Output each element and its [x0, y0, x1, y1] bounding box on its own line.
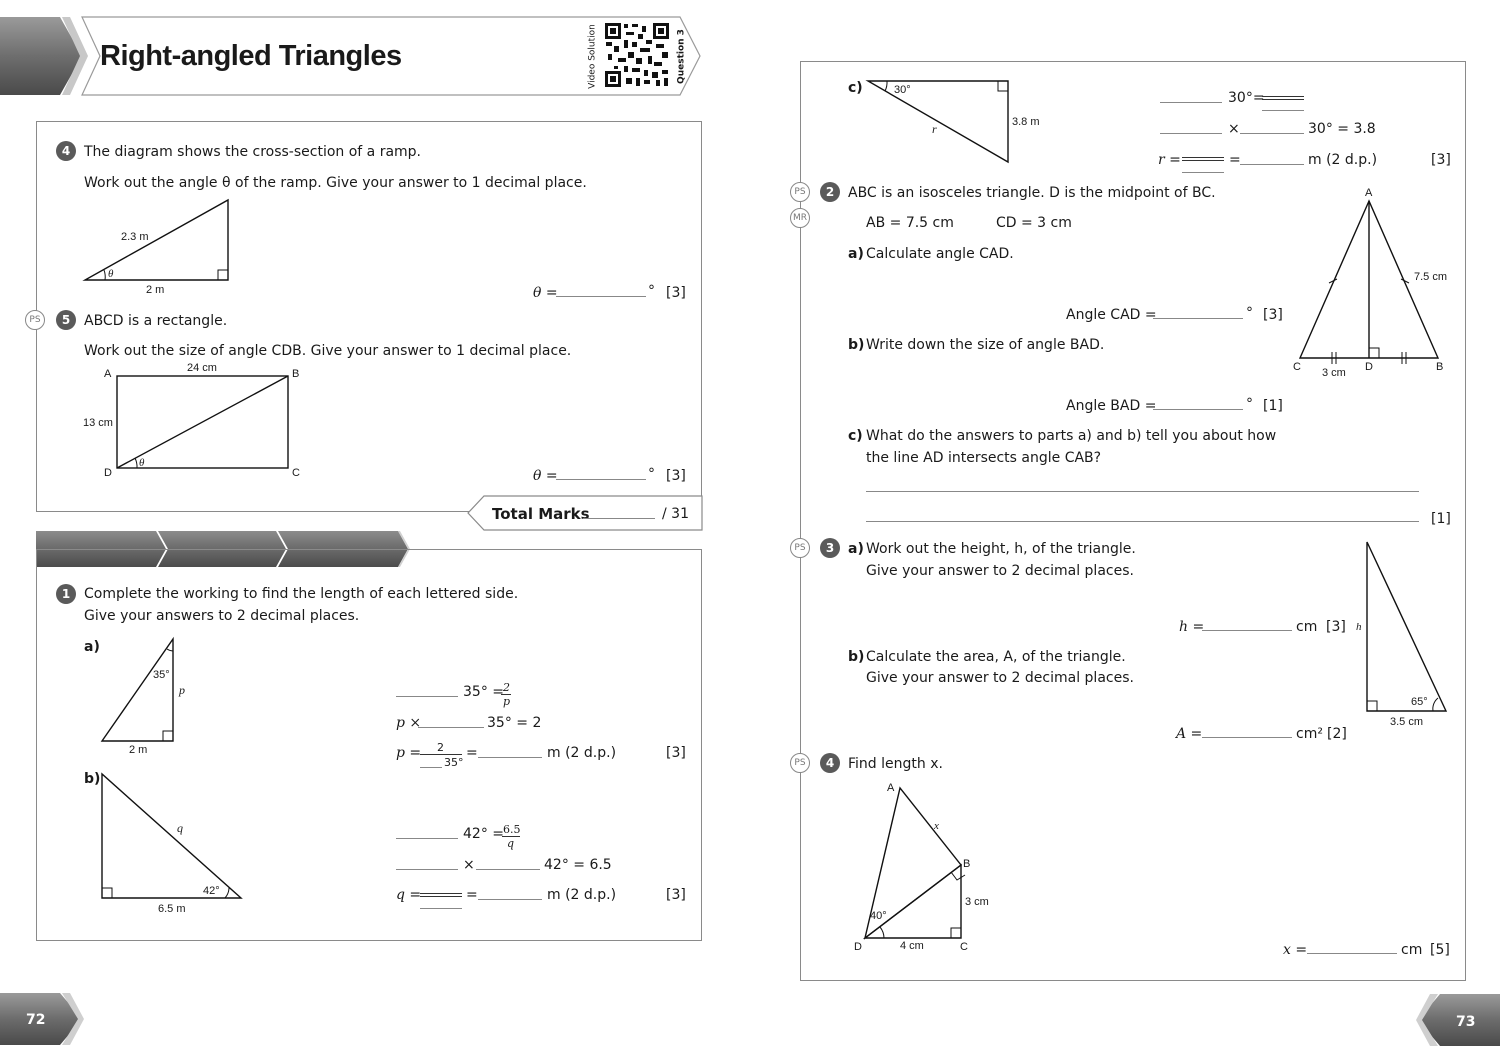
iso-label-a: A [1365, 187, 1373, 199]
working-blank[interactable] [396, 696, 458, 697]
answer-input[interactable] [556, 479, 646, 480]
answer-unit: ° [1246, 305, 1253, 321]
rect-label-c: C [292, 467, 300, 479]
answer-label: Angle CAD = [1066, 307, 1157, 323]
ramp-theta-label: θ [108, 268, 114, 280]
answer-line[interactable] [866, 491, 1419, 492]
tri-b-base: 6.5 m [158, 903, 186, 915]
working-text: 42° = [463, 826, 504, 842]
ps-tag-badge: PS [790, 538, 810, 558]
ps-tag-badge: PS [25, 310, 45, 330]
two-triangles-diagram [850, 778, 1000, 953]
working-text: = [466, 887, 478, 903]
rect-theta-label: θ [139, 457, 145, 469]
part-label: c) [848, 428, 863, 444]
rectangle-diagram [80, 360, 310, 480]
answer-unit: cm² [1296, 726, 1323, 742]
working-blank[interactable] [1240, 164, 1304, 165]
answer-line[interactable] [866, 521, 1419, 522]
question-text: ABCD is a rectangle. [84, 313, 228, 329]
working-blank[interactable] [1262, 110, 1304, 111]
quad-side-length: 3 cm [965, 896, 989, 908]
question-text: Complete the working to find the length of each lettered side. [84, 586, 519, 602]
fraction-bar [420, 754, 462, 755]
working-unit: m (2 d.p.) [547, 887, 617, 903]
question-number-badge: 5 [56, 310, 76, 330]
marks-label: [5] [1430, 942, 1450, 958]
working-blank[interactable] [420, 767, 442, 768]
ps-tag-badge: PS [790, 182, 810, 202]
fraction-numerator: 2 [503, 681, 510, 694]
quad-label-c: C [960, 941, 968, 953]
iso-label-b: B [1436, 361, 1444, 373]
part-label: a) [848, 541, 864, 557]
marks-label: [3] [1326, 619, 1346, 635]
answer-input[interactable] [1202, 630, 1292, 631]
answer-label: θ = [533, 285, 558, 301]
ramp-hyp-label: 2.3 m [121, 231, 149, 243]
isosceles-triangle-diagram [1290, 185, 1465, 380]
iso-label-c: C [1293, 361, 1301, 373]
working-blank[interactable] [396, 838, 458, 839]
quad-angle: 40° [870, 910, 887, 922]
working-blank[interactable] [478, 899, 542, 900]
working-blank[interactable] [1182, 172, 1224, 173]
tri-a-angle: 35° [153, 669, 170, 681]
answer-label: Angle BAD = [1066, 398, 1157, 414]
working-blank[interactable] [1160, 102, 1222, 103]
iso-side-length: 7.5 cm [1414, 271, 1448, 283]
given-value: AB = 7.5 cm [866, 215, 954, 231]
triangle-c-diagram [862, 76, 1042, 176]
answer-label: θ = [533, 468, 558, 484]
part-label: b) [848, 649, 865, 665]
answer-unit: ° [648, 283, 655, 299]
answer-label: A = [1176, 726, 1203, 742]
part-text: Give your answer to 2 decimal places. [866, 563, 1134, 579]
total-marks-input[interactable] [583, 518, 655, 519]
marks-label: [3] [1263, 307, 1283, 323]
part-label: c) [848, 80, 863, 96]
fraction-bar [1262, 99, 1304, 100]
mr-tag-badge: MR [790, 208, 810, 228]
tri-a-side: p [179, 683, 185, 697]
working-blank[interactable] [476, 869, 540, 870]
fraction-bar [1262, 96, 1304, 97]
working-text: × [463, 857, 475, 873]
working-text: 42° = 6.5 [544, 857, 612, 873]
triangle-b-diagram [95, 770, 255, 920]
marks-label: [1] [1263, 398, 1283, 414]
iso-label-d: D [1365, 361, 1373, 373]
marks-label: [3] [666, 468, 686, 484]
fraction-bar [1182, 157, 1224, 158]
tri-a-base: 2 m [129, 744, 148, 756]
question-instruction: Work out the size of angle CDB. Give your answer to 1 decimal place. [84, 343, 572, 359]
question-text: ABC is an isosceles triangle. D is the midpoint of BC. [848, 185, 1216, 201]
tri-b-side: q [177, 821, 183, 835]
question-text: The diagram shows the cross-section of a ramp. [84, 144, 422, 160]
working-blank[interactable] [1240, 133, 1304, 134]
qr-code-icon[interactable] [604, 22, 670, 88]
rect-side-length: 13 cm [83, 417, 113, 429]
question-instruction: Work out the angle θ of the ramp. Give your answer to 1 decimal place. [84, 175, 587, 191]
part-text: Calculate the area, A, of the triangle. [866, 649, 1126, 665]
question-text: Give your answers to 2 decimal places. [84, 608, 360, 624]
tri-b-angle: 42° [203, 885, 220, 897]
marks-label: [3] [666, 887, 686, 903]
triangle-a-diagram [95, 635, 205, 765]
question-number-badge: 4 [820, 753, 840, 773]
question-number-badge: 3 [820, 538, 840, 558]
tri-h-base: 3.5 cm [1390, 716, 1424, 728]
working-text: = [466, 745, 478, 761]
answer-unit: ° [1246, 396, 1253, 412]
fraction-denominator: p [503, 695, 511, 708]
page-number-right: 73 [1456, 1014, 1476, 1030]
quad-x-label: x [934, 820, 939, 832]
marks-label: [3] [1431, 152, 1451, 168]
quad-label-b: B [963, 858, 971, 870]
answer-input[interactable] [1153, 409, 1243, 410]
working-text: r = [1158, 152, 1181, 168]
ps-tag-badge: PS [790, 753, 810, 773]
tri-h-label: h [1356, 621, 1362, 633]
tri-c-angle: 30° [894, 84, 911, 96]
tri-c-hyp: r [932, 122, 937, 136]
fraction-numerator: 6.5 [503, 823, 521, 836]
total-marks-label: Total Marks [492, 505, 590, 523]
fraction-denominator: 35° [444, 756, 464, 769]
marks-label: [1] [1431, 511, 1451, 527]
working-text: × [1228, 121, 1240, 137]
question-text: Find length x. [848, 756, 943, 772]
working-text: 35° = [463, 684, 504, 700]
answer-input[interactable] [1202, 737, 1292, 738]
marks-label: [2] [1327, 726, 1347, 742]
question-number-badge: 4 [56, 141, 76, 161]
working-text: 30°= [1228, 90, 1265, 106]
answer-input[interactable] [556, 296, 646, 297]
fraction-bar [1182, 160, 1224, 161]
working-blank[interactable] [396, 869, 458, 870]
answer-unit: cm [1401, 942, 1423, 958]
question-number-badge: 2 [820, 182, 840, 202]
rect-label-b: B [292, 368, 300, 380]
part-text: Calculate angle CAD. [866, 246, 1014, 262]
answer-unit: ° [648, 466, 655, 482]
answer-unit: cm [1296, 619, 1318, 635]
working-blank[interactable] [1160, 133, 1222, 134]
fraction-denominator: q [507, 837, 515, 850]
page-number-left: 72 [26, 1012, 46, 1028]
iso-base-length: 3 cm [1322, 367, 1346, 379]
ramp-diagram [80, 195, 240, 295]
part-text: Work out the height, h, of the triangle. [866, 541, 1136, 557]
marks-label: [3] [666, 285, 686, 301]
page-title: Right-angled Triangles [100, 40, 402, 72]
working-unit: m (2 d.p.) [1308, 152, 1378, 168]
working-unit: m (2 d.p.) [547, 745, 617, 761]
working-text: 30° = 3.8 [1308, 121, 1376, 137]
marks-label: [3] [666, 745, 686, 761]
rect-label-a: A [104, 368, 112, 380]
tri-h-angle: 65° [1411, 696, 1428, 708]
answer-input[interactable] [1153, 318, 1243, 319]
quad-base-length: 4 cm [900, 940, 924, 952]
ramp-base-label: 2 m [146, 284, 165, 296]
answer-input[interactable] [1307, 953, 1397, 954]
part-label: a) [848, 246, 864, 262]
working-text: p = [396, 745, 422, 761]
qr-question-label: Question 3 [676, 29, 687, 84]
working-text: p × [396, 715, 422, 731]
tri-c-side: 3.8 m [1012, 116, 1040, 128]
part-text: Give your answer to 2 decimal places. [866, 670, 1134, 686]
part-text: Write down the size of angle BAD. [866, 337, 1105, 353]
total-marks-value: / 31 [662, 506, 689, 522]
part-label: a) [84, 639, 100, 655]
answer-label: x = [1283, 942, 1308, 958]
answer-label: h = [1179, 619, 1205, 635]
rect-top-length: 24 cm [187, 362, 217, 374]
fraction-bar [420, 893, 462, 894]
part-text: the line AD intersects angle CAB? [866, 450, 1102, 466]
part-text: What do the answers to parts a) and b) tell you about how [866, 428, 1277, 444]
qr-side-label: Video Solution [587, 24, 598, 89]
working-text: q = [396, 887, 422, 903]
fraction-bar [420, 896, 462, 897]
part-label: b) [848, 337, 865, 353]
working-text: = [1229, 152, 1241, 168]
quad-label-a: A [887, 782, 895, 794]
working-blank[interactable] [478, 757, 542, 758]
quad-label-d: D [854, 941, 862, 953]
question-number-badge: 1 [56, 584, 76, 604]
working-blank[interactable] [418, 727, 484, 728]
rect-label-d: D [104, 467, 112, 479]
working-text: 35° = 2 [487, 715, 542, 731]
fraction-numerator: 2 [437, 741, 444, 754]
part-label: b) [84, 771, 101, 787]
right-triangle-h-diagram [1350, 537, 1460, 732]
given-value: CD = 3 cm [996, 215, 1072, 231]
working-blank[interactable] [420, 908, 462, 909]
